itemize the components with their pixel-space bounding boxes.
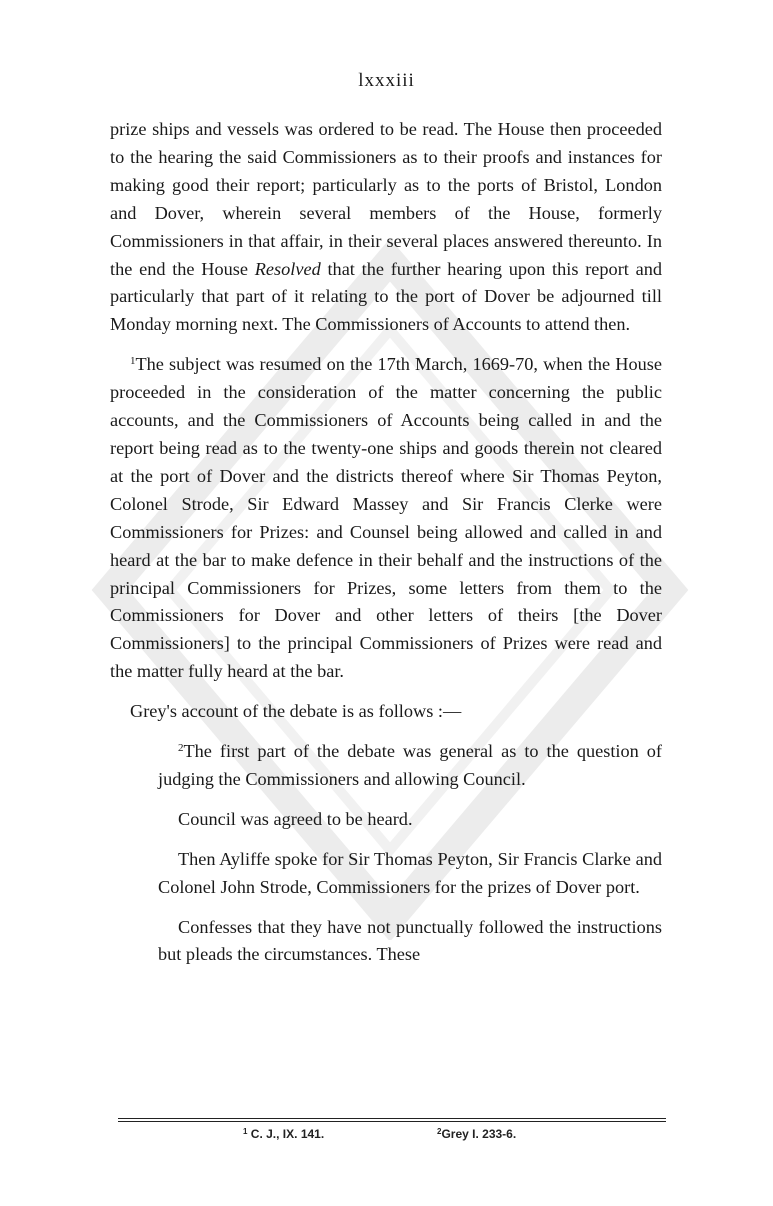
footnote-rule-lower (118, 1121, 666, 1122)
quote-paragraph-confesses: Confesses that they have not punctually followed the instructions but pleads the circumstances. These (158, 916, 662, 965)
paragraph-resumed: $^1$The subject was resumed on the 17th March, 1669-70, when the House proceeded in the consideration of the matter concerning the public accounts, and the Commissioners of Accounts being called in and the report being read as to the twenty-one ships and goods therein not cleared at the port of Dover and the districts thereof where Sir Thomas Peyton, Colonel Strode, Sir Edward Massey and Sir Francis Clerke were Commissioners for Prizes: and Counsel being allowed and called in and heard at the bar to make defence in their behalf and the instructions of the principal Commissioners for Prizes, some letters from them to the Commissioners for Dover and other letters of theirs [the Dover Commissioners] to the principal Commissioners of Prizes were read and the matter fully heard at the bar. (110, 354, 662, 682)
quote-paragraph-ayliffe: Then Ayliffe spoke for Sir Thomas Peyton, Sir Francis Clarke and Colonel John Strode, Commissioners for the prizes of Dover port. (158, 848, 662, 897)
quote-paragraph-council: Council was agreed to be heard. (178, 808, 413, 829)
paragraph-continuation: prize ships and vessels was ordered to be read. The House then proceeded to the hearing the said Commissioners as to their proofs and instances for making good their report; particularly as to the ports of Bristol, London and Dover, wherein several members of the House, formerly Commissioners in that affair, in their several places answered thereunto. In the end the House Resolved that the further hearing upon this report and particularly that part of it relating to the port of Dover be adjourned till Monday morning next. The Commissioners of Accounts to attend then. (110, 119, 662, 335)
body-text (110, 116, 662, 969)
footnote-marker-2: 2 (178, 742, 184, 755)
quote-paragraph-debate: $^2$The first part of the debate was general as to the question of judging the Commissioners and allowing Council. (158, 741, 662, 789)
page-number: lxxxiii (358, 70, 415, 91)
footnote-1: $^1$ C. J., IX. 141. (243, 1127, 325, 1141)
footnote-separator (118, 1118, 666, 1122)
footnote-2: $^2$Grey I. 233-6. (437, 1127, 517, 1141)
resolved-emphasis: Resolved (254, 258, 321, 279)
paragraph-grey-intro: Grey's account of the debate is as follows :— (130, 701, 462, 722)
footnote-marker-1: 1 (130, 355, 136, 368)
footnote-rule-upper (118, 1118, 666, 1119)
